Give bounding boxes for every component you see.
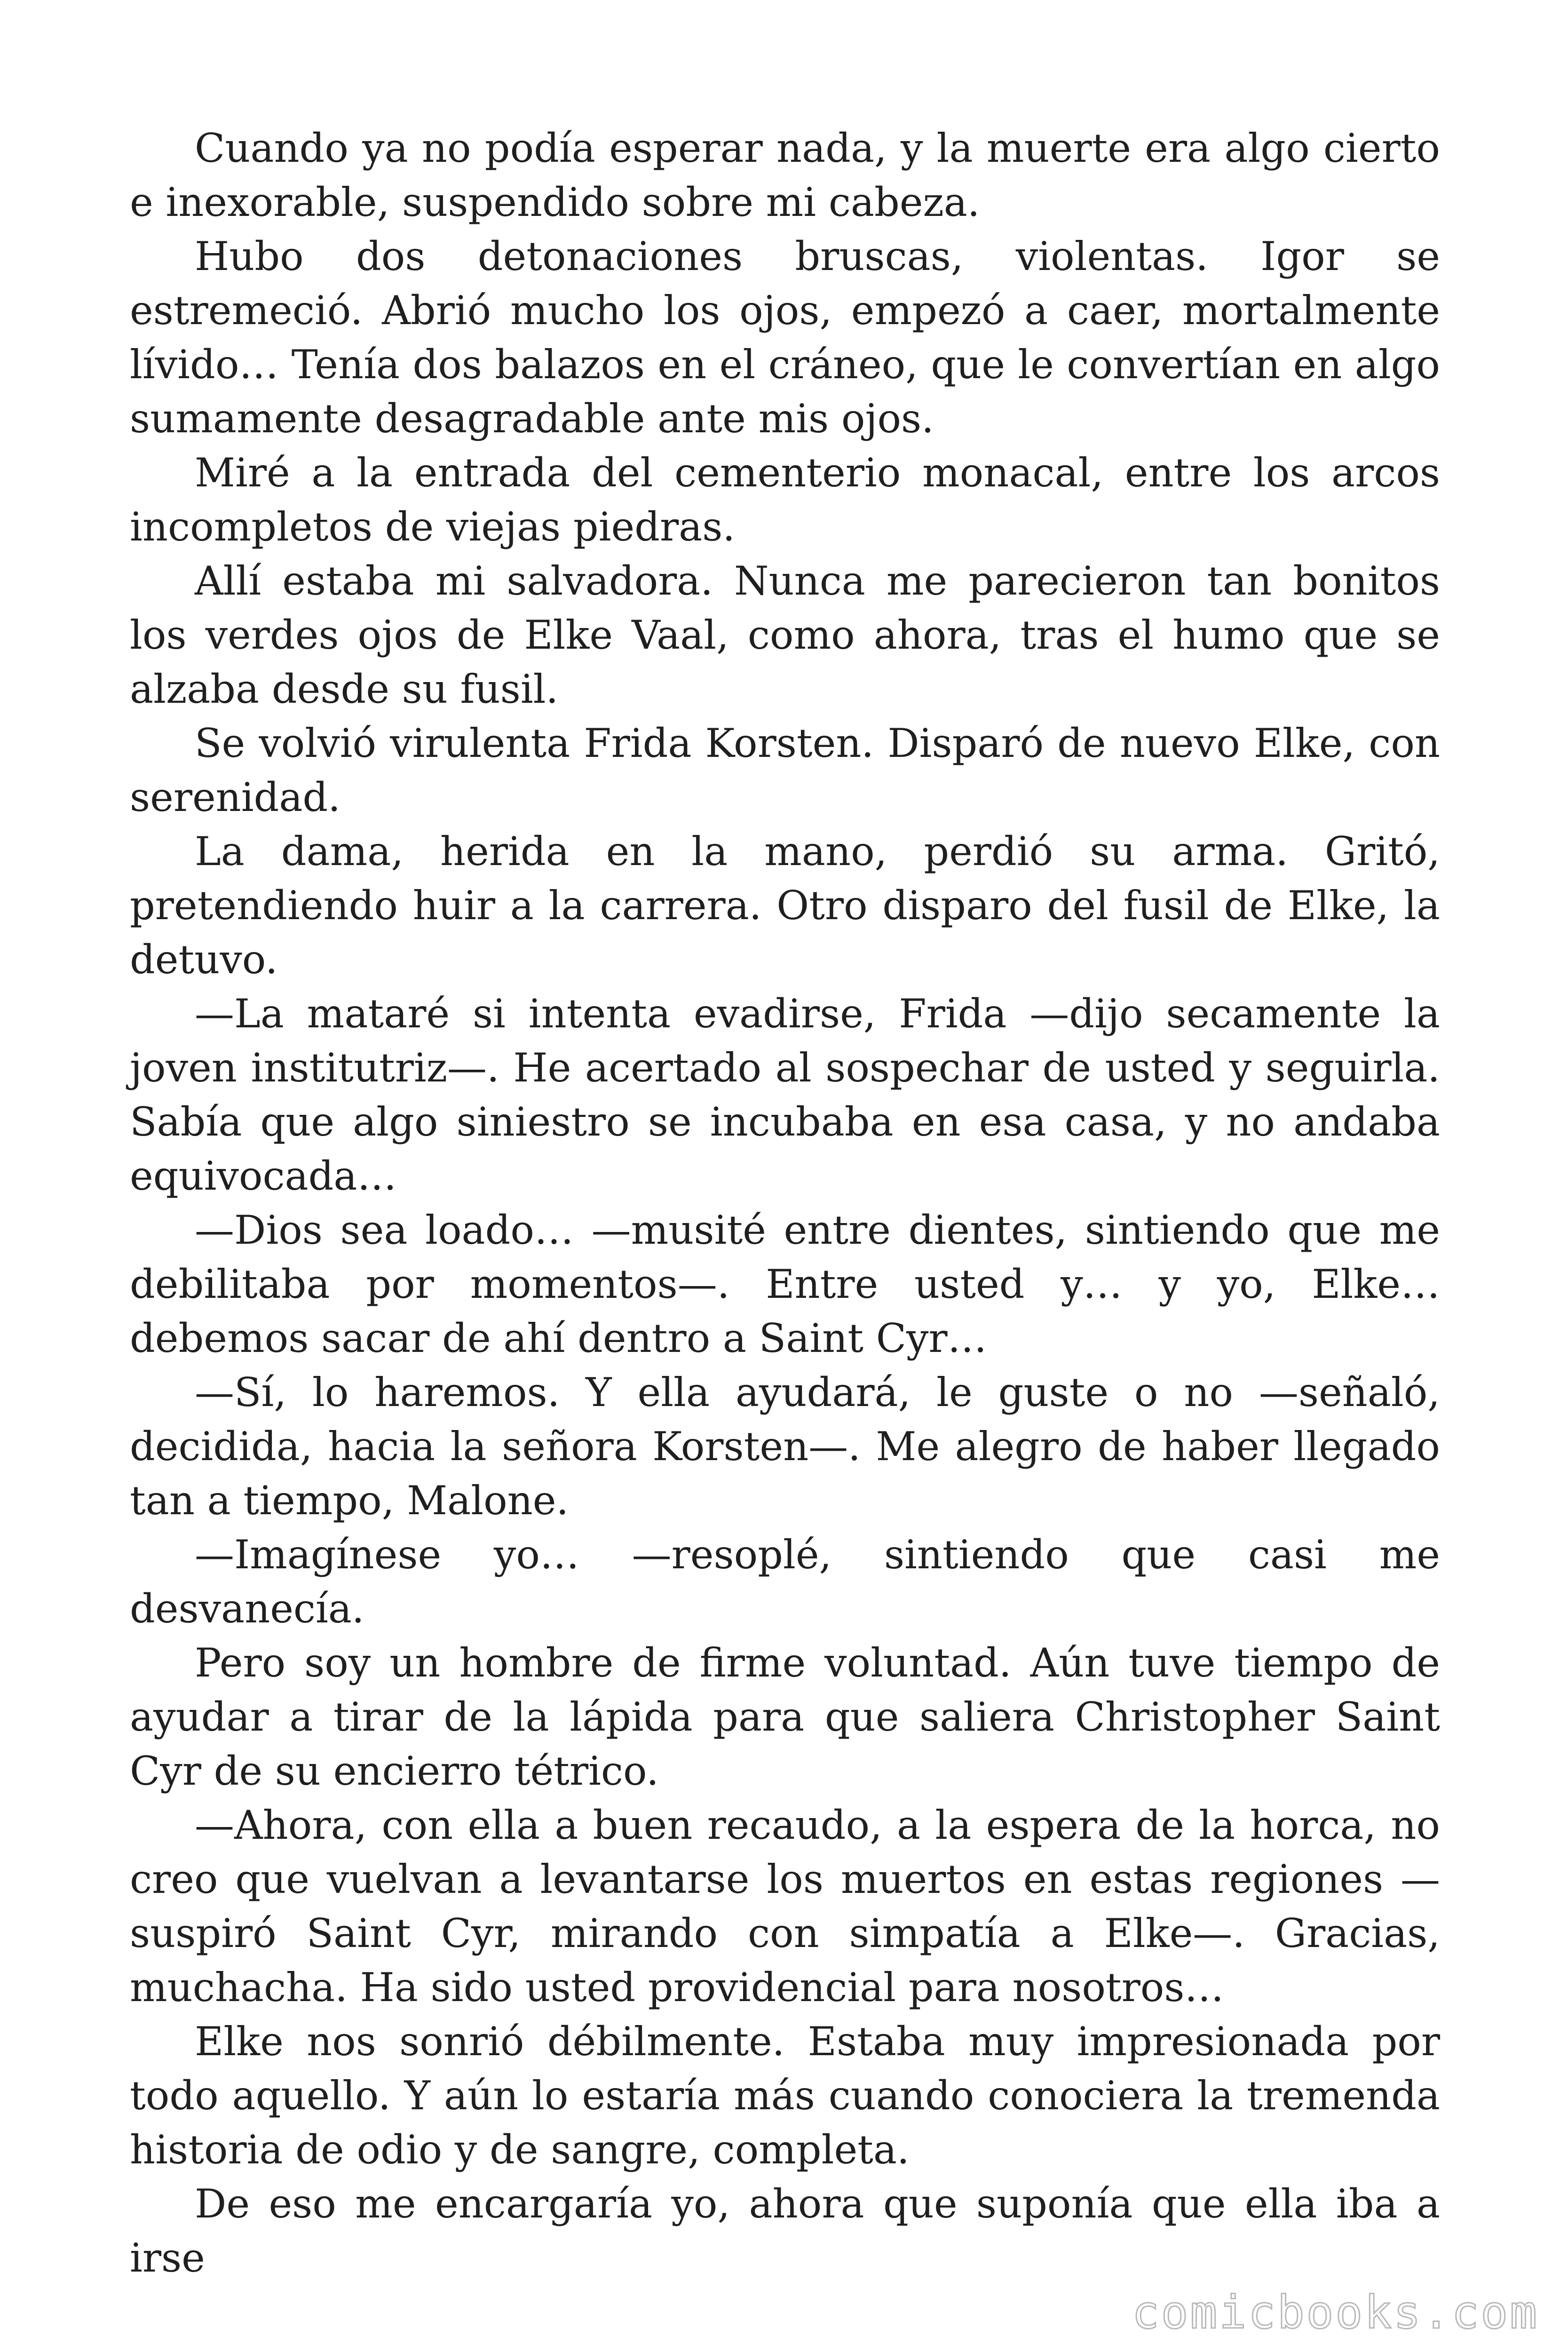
paragraph: —Dios sea loado… —musité entre dientes, sintiendo que me debilitaba por momentos—. Entre usted y… y yo, Elke… debemos sacar de ahí dentro a Saint Cyr…: [130, 1207, 1440, 1361]
paragraph: Allí estaba mi salvadora. Nunca me parecieron tan bonitos los verdes ojos de Elke Vaal, como ahora, tras el humo que se alzaba desde su fusil.: [130, 558, 1440, 712]
page-text: [130, 121, 1440, 2285]
watermark: comicbooks.com: [1132, 2286, 1539, 2339]
paragraph: De eso me encargaría yo, ahora que suponía que ella iba a irse: [130, 2181, 1440, 2281]
paragraph: —Ahora, con ella a buen recaudo, a la espera de la horca, no creo que vuelvan a levantarse los muertos en estas regiones —suspiró Saint Cyr, mirando con simpatía a Elke—. Gracias, muchacha. Ha sido usted providencial para nosotros…: [130, 1802, 1440, 2010]
paragraph: —La mataré si intenta evadirse, Frida —dijo secamente la joven institutriz—. He acertado al sospechar de usted y seguirla. Sabía que algo siniestro se incubaba en esa casa, y no andaba equivocada…: [130, 991, 1440, 1199]
paragraph: —Imagínese yo… —resoplé, sintiendo que casi me desvanecía.: [130, 1532, 1440, 1632]
paragraph: Miré a la entrada del cementerio monacal, entre los arcos incompletos de viejas piedras.: [130, 450, 1440, 550]
paragraph: Hubo dos detonaciones bruscas, violentas. Igor se estremeció. Abrió mucho los ojos, empezó a caer, mortalmente lívido… Tenía dos balazos en el cráneo, que le convertían en algo sumamente desagradable ante mis ojos.: [130, 233, 1440, 442]
paragraph: La dama, herida en la mano, perdió su arma. Gritó, pretendiendo huir a la carrera. Otro disparo del fusil de Elke, la detuvo.: [130, 828, 1440, 983]
paragraph: Elke nos sonrió débilmente. Estaba muy impresionada por todo aquello. Y aún lo estaría más cuando conociera la tremenda historia de odio y de sangre, completa.: [130, 2018, 1440, 2173]
paragraph: Pero soy un hombre de firme voluntad. Aún tuve tiempo de ayudar a tirar de la lápida para que saliera Christopher Saint Cyr de su encierro tétrico.: [130, 1640, 1440, 1794]
paragraph: Cuando ya no podía esperar nada, y la muerte era algo cierto e inexorable, suspendido sobre mi cabeza.: [130, 125, 1440, 225]
paragraph: Se volvió virulenta Frida Korsten. Disparó de nuevo Elke, con serenidad.: [130, 720, 1440, 820]
paragraph: —Sí, lo haremos. Y ella ayudará, le guste o no —señaló, decidida, hacia la señora Korsten—. Me alegro de haber llegado tan a tiempo, Malone.: [130, 1369, 1440, 1524]
